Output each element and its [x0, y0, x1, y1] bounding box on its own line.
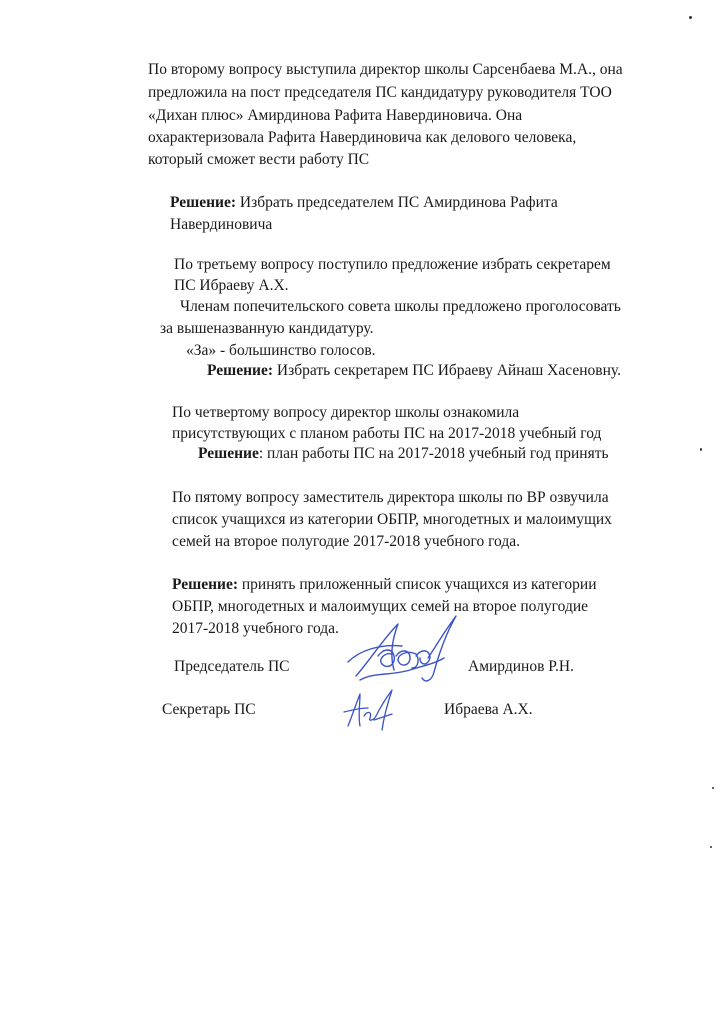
paragraph-3-line-2: присутствующих с планом работы ПС на 2017-2018 учебный год — [172, 425, 602, 442]
secretary-title: Секретарь ПС — [162, 701, 256, 718]
decision-1-line-2: Навердиновича — [170, 216, 273, 233]
decision-4-line-2: ОБПР, многодетных и малоимущих семей на второе полугодие — [172, 598, 589, 615]
decision-3-text: : план работы ПС на 2017-2018 учебный год принять — [258, 445, 609, 462]
decision-4-text: принять приложенный список учащихся из категории — [238, 576, 597, 593]
decision-2-line — [207, 361, 621, 381]
paragraph-2-line-2: ПС Ибраеву А.Х. — [174, 277, 289, 294]
scan-speck — [689, 16, 692, 19]
paragraph-2-line-3: Членам попечительского совета школы предложено проголосовать — [180, 298, 621, 315]
secretary-name: Ибраева А.Х. — [444, 701, 533, 718]
decision-1-label: Решение: — [170, 194, 237, 211]
scan-speck — [710, 846, 712, 848]
decision-1-line-1 — [170, 193, 558, 213]
paragraph-2-line-1: По третьему вопросу поступило предложение избрать секретарем — [174, 256, 611, 273]
scan-speck — [712, 787, 714, 789]
decision-4-line-1 — [172, 575, 597, 595]
secretary-signature — [338, 686, 398, 736]
paragraph-1-line-5: который сможет вести работу ПС — [148, 151, 370, 168]
paragraph-1-line-1: По второму вопросу выступила директор школы Сарсенбаева М.А., она — [148, 61, 623, 78]
chairman-title: Председатель ПС — [174, 658, 290, 675]
decision-2-text: Избрать секретарем ПС Ибраеву Айнаш Хасеновну. — [273, 362, 621, 379]
paragraph-1-line-2: предложила на пост председателя ПС кандидатуру руководителя ТОО — [148, 84, 612, 101]
chairman-signature — [340, 610, 470, 690]
paragraph-4-line-2: список учащихся из категории ОБПР, многодетных и малоимущих — [172, 511, 612, 528]
paragraph-4-line-1: По пятому вопросу заместитель директора школы по ВР озвучила — [172, 489, 609, 506]
paragraph-1-line-3: «Дихан плюс» Амирдинова Рафита Навердиновича. Она — [148, 107, 523, 124]
paragraph-4-line-3: семей на второе полугодие 2017-2018 учебного года. — [172, 533, 520, 550]
decision-2-label: Решение: — [207, 362, 274, 379]
decision-4-label: Решение: — [172, 576, 239, 593]
decision-3-line — [198, 444, 609, 464]
paragraph-2-line-5: «За» - большинство голосов. — [186, 342, 376, 359]
chairman-name: Амирдинов Р.Н. — [468, 658, 574, 675]
decision-1-text: Избрать председателем ПС Амирдинова Рафита — [236, 194, 558, 211]
paragraph-2-line-4: за вышеназванную кандидатуру. — [160, 320, 374, 337]
paragraph-1-line-4: охарактеризовала Рафита Навердиновича как делового человека, — [148, 129, 577, 146]
paragraph-3-line-1: По четвертому вопросу директор школы ознакомила — [172, 404, 520, 421]
decision-3-label: Решение — [198, 445, 259, 462]
decision-4-line-3: 2017-2018 учебного года. — [172, 620, 339, 637]
scan-speck — [700, 448, 702, 451]
